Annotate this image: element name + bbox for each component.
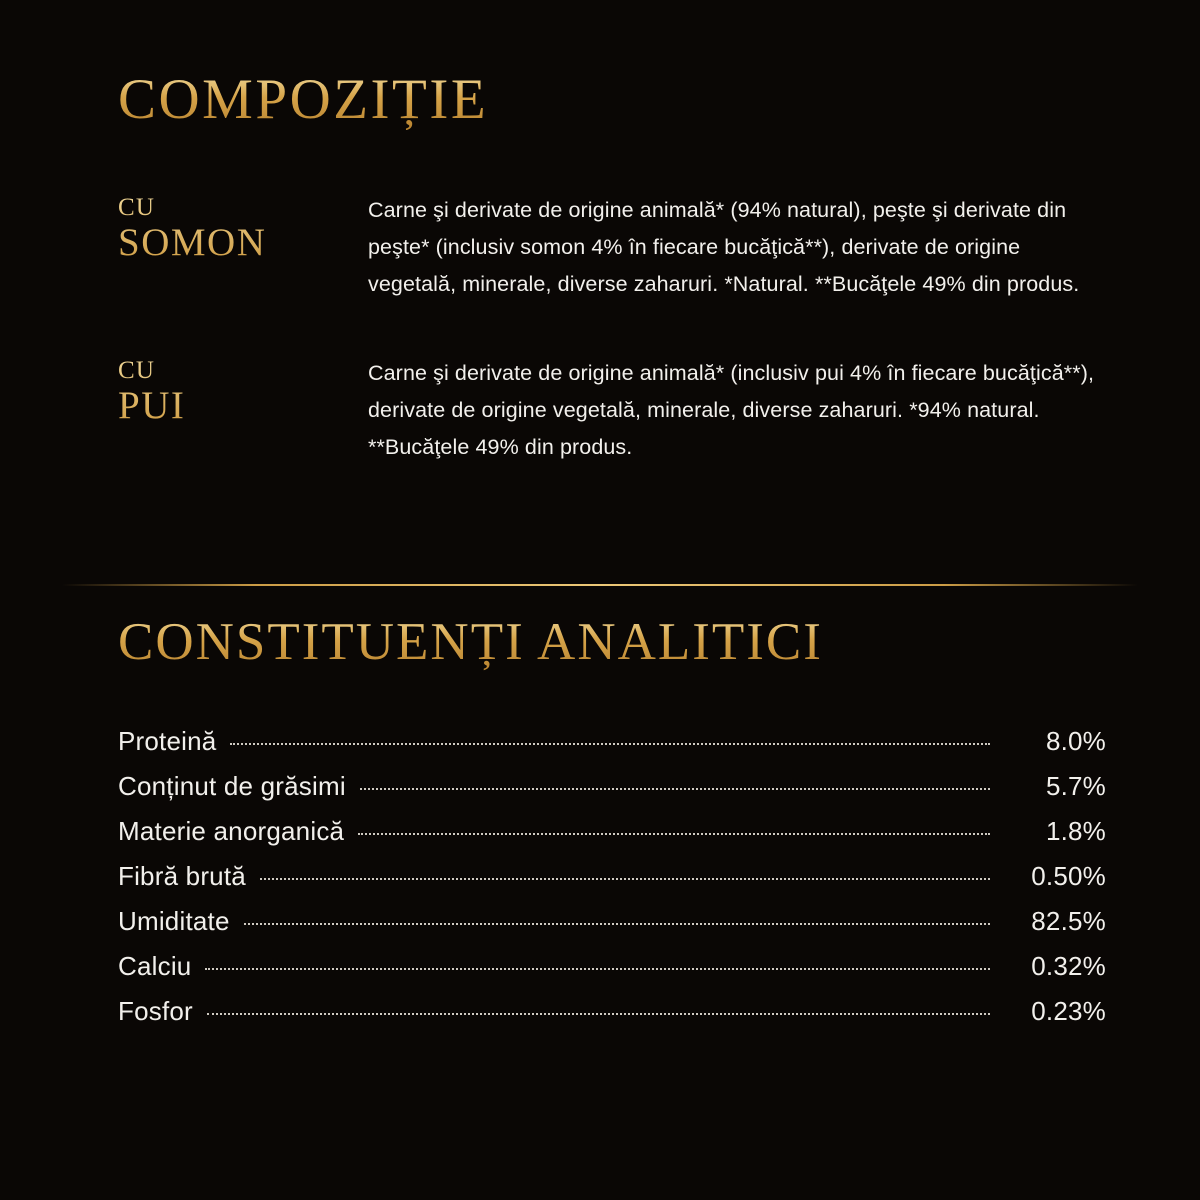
nutrient-value: 82.5% [1031, 905, 1106, 936]
composition-variant-chicken [118, 355, 1110, 466]
leader-dots [205, 967, 990, 970]
nutrient-name: Materie anorganică [118, 815, 345, 846]
nutrient-row [118, 808, 1106, 853]
variant-ingredients-salmon: Carne şi derivate de origine animală* (94% natural), peşte şi derivate din peşte* (inclusiv somon 4% în fiecare bucăţică**), derivate de origine vegetală, minerale, diverse zaharuri. *Natural. **Bucăţele 49% din produs. [368, 197, 1080, 296]
nutrient-value: 0.32% [1031, 950, 1106, 981]
nutrient-name: Fibră brută [118, 860, 246, 891]
nutrient-row [118, 943, 1106, 988]
leader-dots [358, 832, 990, 835]
leader-dots [230, 742, 990, 745]
nutrient-value: 1.8% [1045, 815, 1106, 846]
variant-label-salmon [118, 192, 368, 266]
nutrient-row [118, 718, 1106, 763]
analytical-heading: CONSTITUENȚI ANALITICI [118, 612, 1110, 672]
variant-prefix: CU [118, 193, 156, 221]
nutrient-row [118, 898, 1106, 943]
nutrient-value: 0.23% [1031, 995, 1106, 1026]
variant-label-chicken [118, 355, 368, 429]
nutrient-row [118, 853, 1106, 898]
leader-dots [207, 1012, 990, 1015]
section-divider [62, 584, 1138, 586]
nutrient-name: Conținut de grăsimi [118, 770, 346, 801]
leader-dots [244, 922, 990, 925]
leader-dots [360, 787, 990, 790]
variant-name: PUI [118, 383, 186, 427]
leader-dots [260, 877, 990, 880]
composition-heading: COMPOZIȚIE [118, 70, 1110, 130]
nutrient-name: Calciu [118, 950, 192, 981]
nutrient-row [118, 988, 1106, 1033]
nutrient-name: Fosfor [118, 995, 193, 1026]
variant-name: SOMON [118, 220, 267, 264]
variant-prefix: CU [118, 356, 156, 384]
nutrient-value: 5.7% [1045, 770, 1106, 801]
nutrient-value: 8.0% [1045, 725, 1106, 756]
nutrient-value: 0.50% [1031, 860, 1106, 891]
variant-ingredients-chicken: Carne şi derivate de origine animală* (inclusiv pui 4% în fiecare bucăţică**), derivate de origine vegetală, minerale, diverse zaharuri. *94% natural. **Bucăţele 49% din produs. [368, 360, 1095, 459]
composition-section [0, 0, 1200, 466]
nutrient-name: Umiditate [118, 905, 230, 936]
analytical-constituents-section [0, 612, 1200, 1033]
nutrient-row [118, 763, 1106, 808]
nutrient-name: Proteină [118, 725, 217, 756]
composition-variant-salmon [118, 192, 1110, 303]
nutrient-list [118, 718, 1110, 1033]
